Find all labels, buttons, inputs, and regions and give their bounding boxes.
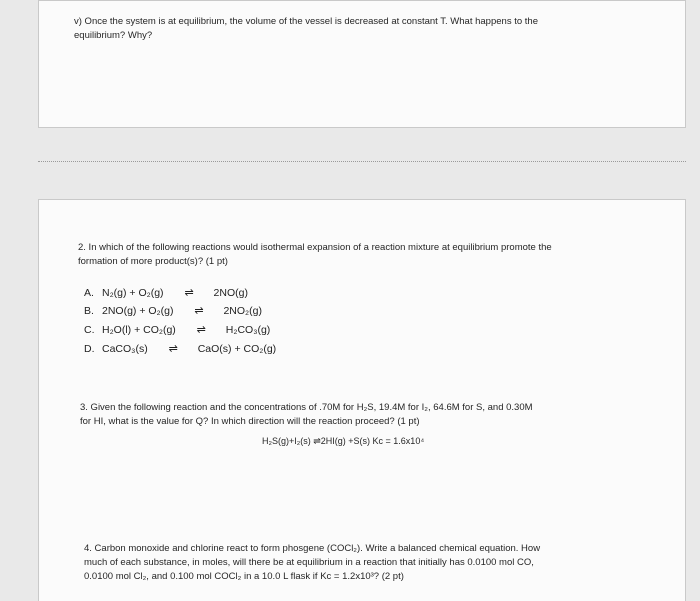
question-3-equation: H₂S(g)+I₂(s) ⇌2HI(g) +S(s) Kc = 1.6x10⁴ [262,436,425,446]
reaction-label: C. [84,324,95,336]
question-4-line: 4. Carbon monoxide and chlorine react to form phosgene (COCl₂). Write a balanced chemical equation. How [84,543,541,554]
equilibrium-arrow-icon: ⇌ [196,324,205,336]
question-4-line: 0.0100 mol Cl₂, and 0.100 mol COCl₂ in a 10.0 L flask if Kc = 1.2x10³? (2 pt) [84,571,404,582]
reaction-label: A. [84,287,94,299]
reaction-label: B. [84,305,94,317]
reaction-reactants: 2NO(g) + O₂(g) [102,305,174,317]
question-4-line: much of each substance, in moles, will there be at equilibrium in a reaction that initially has 0.0100 mol CO, [84,557,534,568]
reaction-reactants: CaCO₃(s) [102,343,148,355]
reaction-c [84,323,270,337]
reaction-products: 2NO₂(g) [223,305,262,317]
equilibrium-arrow-icon: ⇌ [184,287,193,299]
equilibrium-arrow-icon: ⇌ [194,305,203,317]
question-1-line: equilibrium? Why? [74,30,153,41]
reaction-products: 2NO(g) [213,287,248,299]
question-2-text [78,241,552,269]
reaction-products: H₂CO₃(g) [225,324,271,336]
equilibrium-arrow-icon: ⇌ [168,343,177,355]
question-3-line: 3. Given the following reaction and the concentrations of .70M for H₂S, 19.4M for I₂, 64.6M for S, and 0.30M [80,402,533,413]
reaction-b [84,304,262,318]
question-2-line: 2. In which of the following reactions would isothermal expansion of a reaction mixture at equilibrium promote the [78,242,552,253]
reaction-products: CaO(s) + CO₂(g) [197,343,277,355]
reaction-d [84,342,276,356]
reaction-label: D. [84,343,95,355]
question-1-text [74,15,538,43]
question-2-line: formation of more product(s)? (1 pt) [78,256,228,267]
question-1-line: v) Once the system is at equilibrium, the volume of the vessel is decreased at constant T. What happens to the [74,16,538,27]
question-4-text [84,542,540,584]
question-3-text [80,401,533,429]
reaction-a [84,286,248,300]
page-divider [38,161,686,162]
reaction-reactants: H₂O(l) + CO₂(g) [102,324,176,336]
question-3-line: for HI, what is the value for Q? In which direction will the reaction proceed? (1 pt) [80,416,420,427]
reaction-reactants: N₂(g) + O₂(g) [102,287,164,299]
